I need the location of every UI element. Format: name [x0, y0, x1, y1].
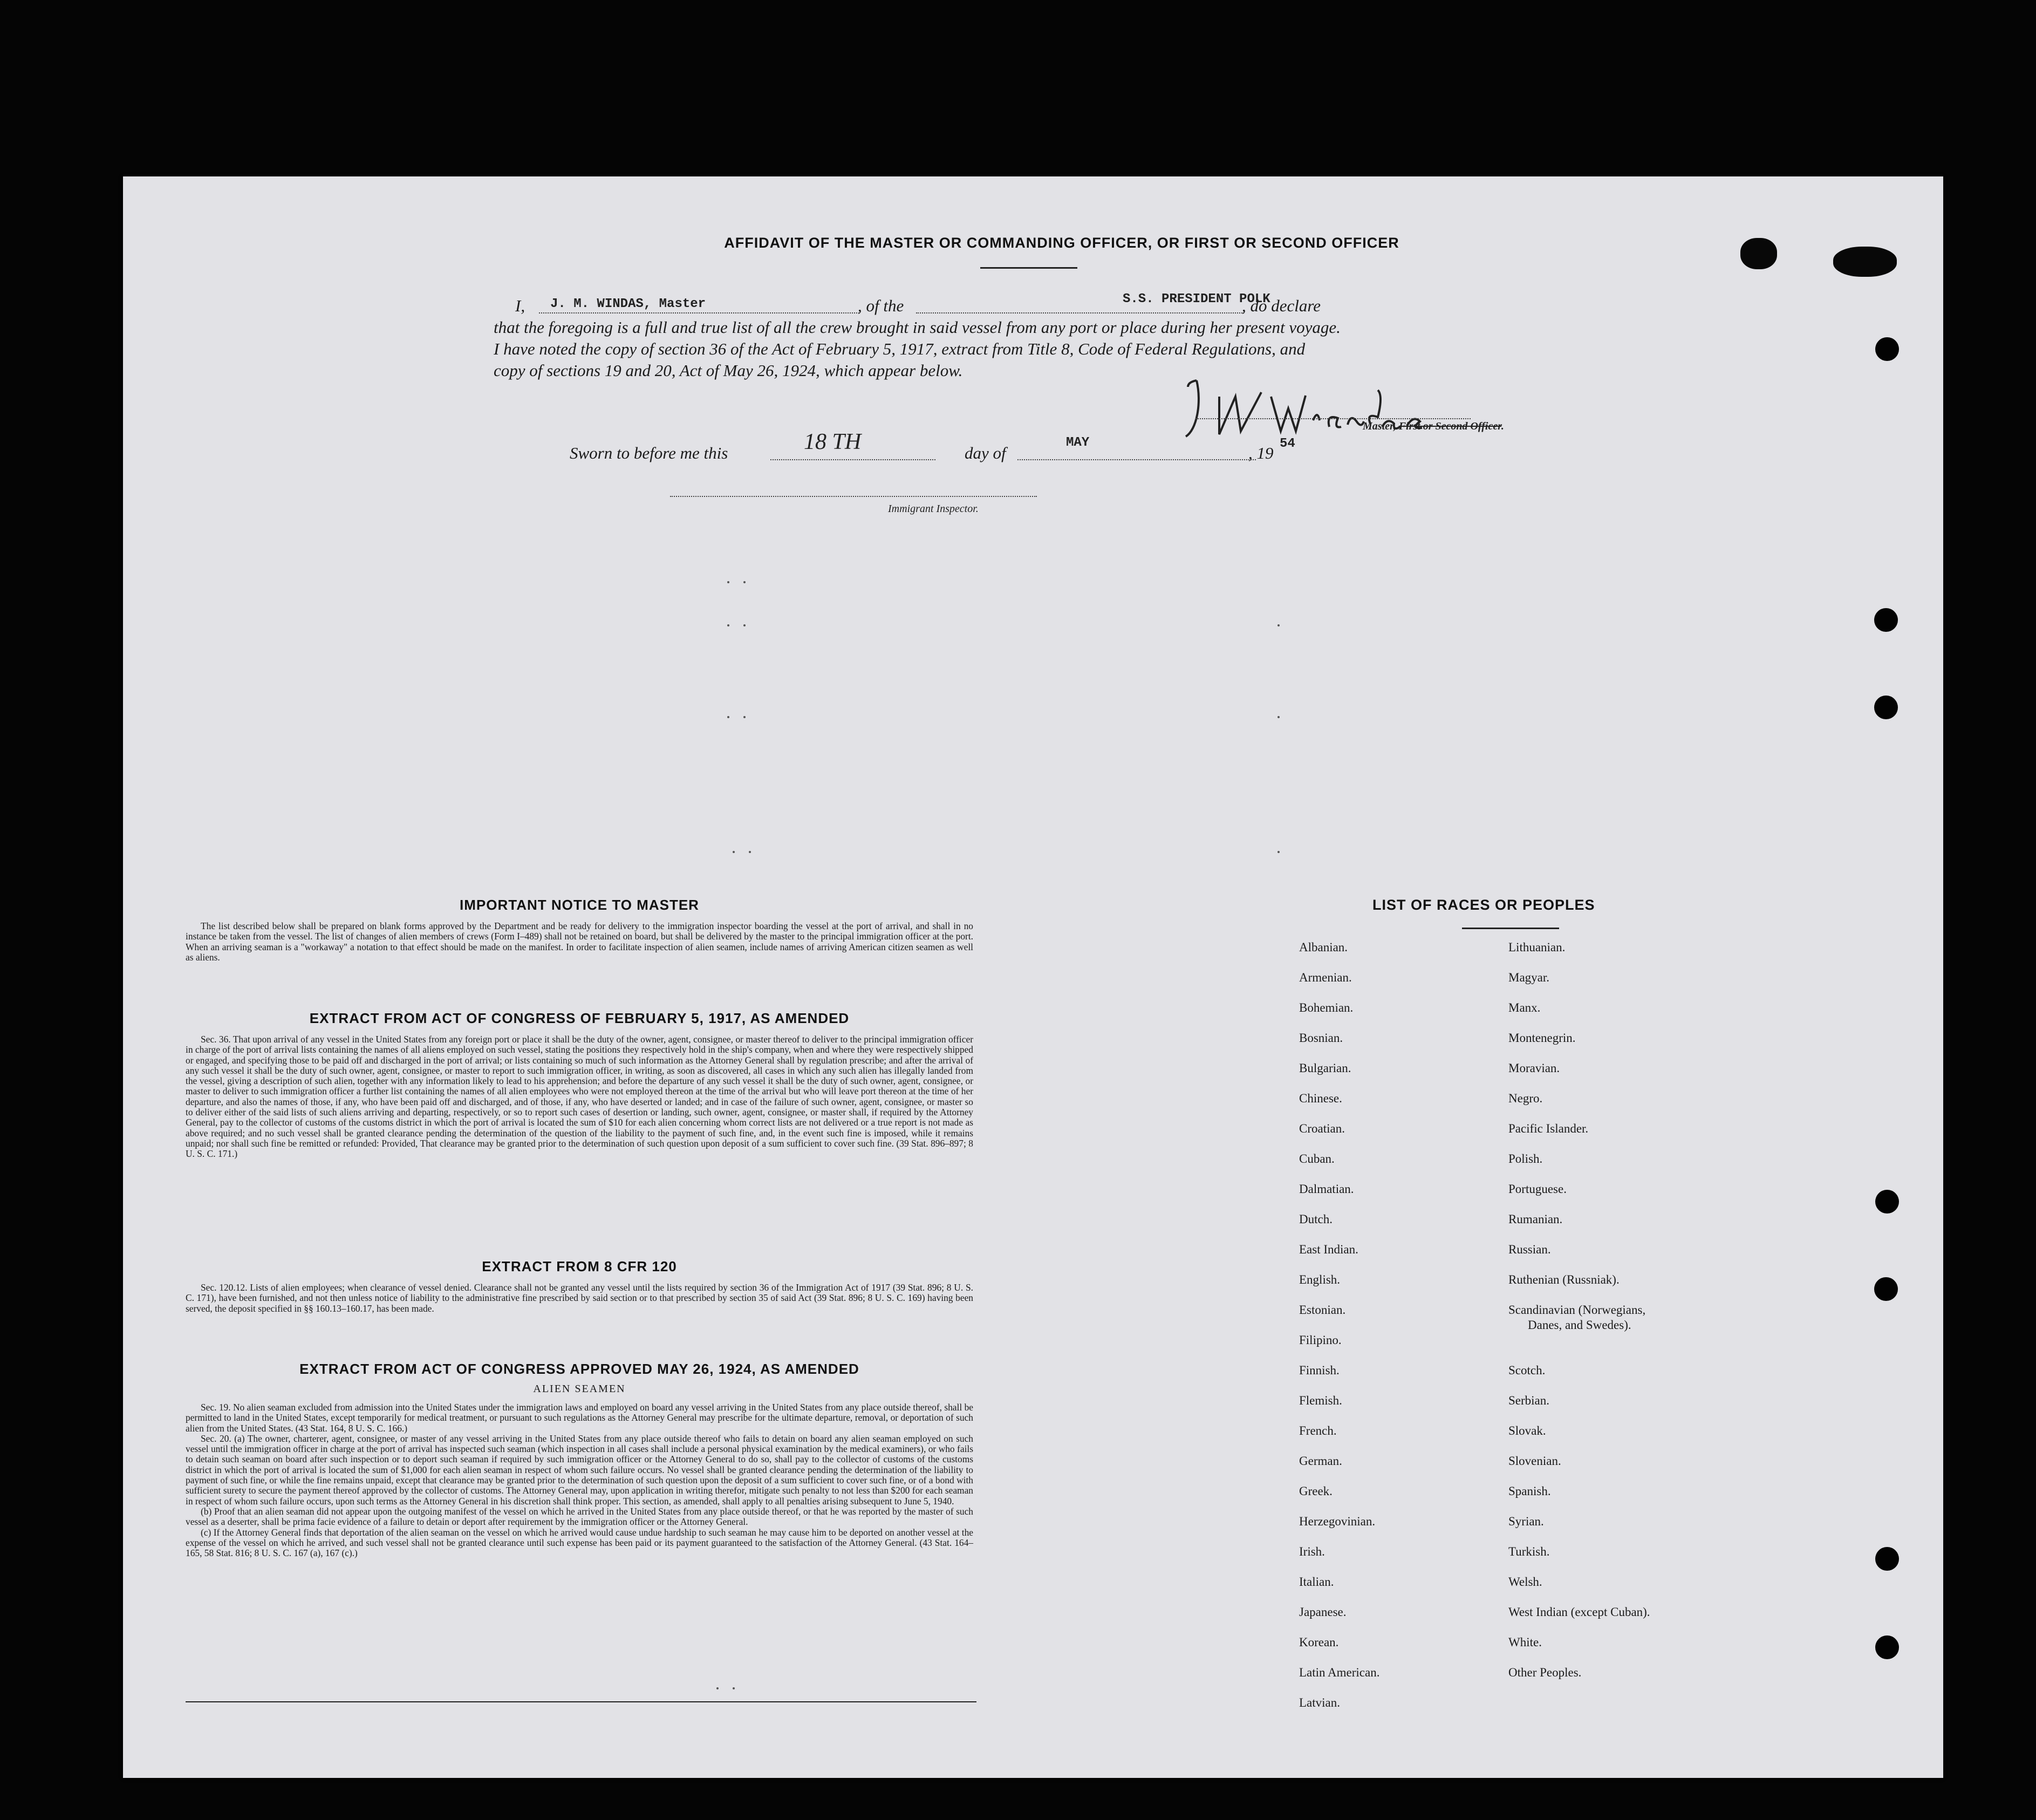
race-item: Dalmatian.: [1299, 1182, 1354, 1196]
race-item: Rumanian.: [1508, 1212, 1563, 1226]
race-item: Herzegovinian.: [1299, 1515, 1376, 1528]
race-item: Slovenian.: [1508, 1454, 1561, 1468]
punch-hole: [1875, 1190, 1899, 1214]
paper-speck: [743, 716, 746, 718]
sworn-day-field: 18 TH: [804, 430, 862, 454]
race-item: Croatian.: [1299, 1122, 1345, 1135]
of-the-text: , of the: [858, 296, 904, 315]
master-name-field: J. M. WINDAS, Master: [550, 297, 706, 311]
race-item: French.: [1299, 1424, 1337, 1437]
signer-caption-end: .: [1501, 420, 1504, 432]
master-name-line: [539, 312, 859, 313]
notice-text: The list described below shall be prepared on blank forms approved by the Department and be ready for delivery to the immigration inspector boarding the vessel at the port of arrival, and shall in no instance be taken from the vessel. The list of changes of alien members of crews (Form I–489) shall not be retained on board, but shall be delivered by the master to the principal immigration officer at the port. When an arriving seaman is a "workaway" a notation to that effect should be made on the manifest. In order to facilitate inspection of alien seamen, include names of arriving American citizen seamen as well as aliens.: [186, 921, 973, 963]
race-item: Moravian.: [1508, 1061, 1560, 1075]
sworn-day-line: [770, 459, 935, 460]
extract-1924-sec20a: Sec. 20. (a) The owner, charterer, agent, consignee, or master of any vessel arriving in the United States from any place outside thereof who fails to detain on board any alien seaman employed on such vessel until the immigration officer in charge at the port of arrival has inspected such seaman (which inspection in all cases shall include a personal physical examination by the medical examiners), or who fails to detain such seaman on board after such inspection or to deport such seaman if required by such immigration officer or the Attorney General to do so, shall pay to the collector of customs of the customs district in which the port of arrival is located the sum of $1,000 for each alien seaman in respect of whom such failure occurs. No vessel shall be granted clearance pending the determination of the liability to payment of such fine, or while the fine remains unpaid, except that clearance may be granted prior to the determination of such question upon the deposit of a sum sufficient to cover such fine, or of a bond with sufficient surety to secure the payment thereof approved by the collector of customs. The Attorney General may, upon application in writing therefor, mitigate such penalty to not less than $200 for each seaman in respect of whom such failure occurs, upon such terms as the Attorney General in his discretion shall think proper. This section, as amended, shall apply to all penalties arising subsequent to June 5, 1940.: [186, 1433, 973, 1507]
paper-speck: [733, 851, 735, 853]
inspector-caption: Immigrant Inspector.: [888, 503, 979, 515]
do-declare-text: , do declare: [1242, 296, 1321, 315]
title-divider: [980, 267, 1077, 269]
master-signature: [1180, 371, 1439, 454]
race-item: Spanish.: [1508, 1484, 1551, 1498]
race-item: Russian.: [1508, 1243, 1551, 1256]
race-item: English.: [1299, 1273, 1341, 1286]
extract-1924-subheading: ALIEN SEAMEN: [533, 1383, 626, 1395]
paper-speck: [749, 851, 751, 853]
declaration-line-4: copy of sections 19 and 20, Act of May 26, 1924, which appear below.: [494, 361, 963, 380]
punch-hole: [1875, 1635, 1899, 1659]
notice-heading: IMPORTANT NOTICE TO MASTER: [460, 897, 699, 913]
race-item: White.: [1508, 1635, 1542, 1649]
declaration-pronoun: I,: [515, 296, 525, 315]
year-suffix-field: 54: [1280, 437, 1295, 451]
declaration-line-3: I have noted the copy of section 36 of the Act of February 5, 1917, extract from Title 8, Code of Federal Regulations, and: [494, 339, 1306, 358]
race-item: Greek.: [1299, 1484, 1333, 1498]
signature-line: [1195, 418, 1471, 419]
vessel-name-field: S.S. PRESIDENT POLK: [1123, 292, 1270, 306]
race-item: Negro.: [1508, 1092, 1543, 1105]
paper-speck: [1277, 716, 1280, 718]
paper-speck: [727, 716, 729, 718]
race-item: Turkish.: [1508, 1545, 1550, 1558]
race-item: Albanian.: [1299, 940, 1348, 954]
race-item: Other Peoples.: [1508, 1666, 1582, 1679]
paper-speck: [716, 1687, 719, 1689]
declaration-line-2: that the foregoing is a full and true list of all the crew brought in said vessel from any port or place during her present voyage.: [494, 318, 1341, 337]
race-item: Syrian.: [1508, 1515, 1544, 1528]
ink-smudge: [1740, 238, 1777, 269]
race-item: Latvian.: [1299, 1696, 1340, 1709]
race-item: Lithuanian.: [1508, 940, 1566, 954]
punch-hole: [1874, 608, 1898, 632]
sworn-prefix: Sworn to before me this: [570, 444, 728, 462]
race-item: Finnish.: [1299, 1364, 1340, 1377]
vessel-name-line: [916, 312, 1244, 313]
punch-hole: [1875, 1547, 1899, 1571]
race-item: Dutch.: [1299, 1212, 1333, 1226]
sworn-month-field: MAY: [1066, 435, 1090, 450]
race-item: Pacific Islander.: [1508, 1122, 1589, 1135]
extract-cfr-heading: EXTRACT FROM 8 CFR 120: [482, 1258, 677, 1274]
race-item: Bosnian.: [1299, 1031, 1343, 1045]
race-item: West Indian (except Cuban).: [1508, 1605, 1650, 1619]
paper-speck: [743, 624, 746, 626]
punch-hole: [1874, 1277, 1898, 1301]
extract-1924-sec19: Sec. 19. No alien seaman excluded from admission into the United States under the immigration laws and employed on board any vessel arriving in the United States from any place outside thereof, shall be permitted to land in the United States, except temporarily for medical treatment, or pursuant to such regulations as the Attorney General may prescribe for the ultimate departure, removal, or deportation of such alien from the United States. (43 Stat. 164, 8 U. S. C. 166.): [186, 1402, 973, 1434]
race-item: Bulgarian.: [1299, 1061, 1351, 1075]
paper-speck: [743, 581, 746, 583]
races-heading: LIST OF RACES OR PEOPLES: [1372, 897, 1595, 913]
paper-speck: [1277, 851, 1280, 853]
race-item: Flemish.: [1299, 1394, 1342, 1407]
race-item: Welsh.: [1508, 1575, 1542, 1589]
paper-speck: [1277, 624, 1280, 626]
race-item: Korean.: [1299, 1635, 1339, 1649]
race-item: Polish.: [1508, 1152, 1543, 1165]
race-item: Ruthenian (Russniak).: [1508, 1273, 1620, 1286]
race-item: East Indian.: [1299, 1243, 1358, 1256]
signer-caption-master: Master,: [1363, 420, 1396, 432]
race-item: Manx.: [1508, 1001, 1541, 1014]
extract-1924-heading: EXTRACT FROM ACT OF CONGRESS APPROVED MAY 26, 1924, AS AMENDED: [299, 1361, 859, 1377]
race-item: Filipino.: [1299, 1333, 1342, 1347]
race-item: Cuban.: [1299, 1152, 1335, 1165]
race-item: Latin American.: [1299, 1666, 1380, 1679]
signer-caption: [1363, 420, 1504, 433]
paper-speck: [727, 624, 729, 626]
race-item: Estonian.: [1299, 1303, 1346, 1317]
race-item: Italian.: [1299, 1575, 1334, 1589]
punch-hole: [1874, 696, 1898, 719]
race-item: Armenian.: [1299, 971, 1352, 984]
paper-speck: [733, 1687, 735, 1689]
extract-1924-body: [186, 1402, 973, 1558]
day-of-text: day of: [965, 444, 1006, 462]
sworn-month-line: [1017, 459, 1256, 460]
race-item: Portuguese.: [1508, 1182, 1567, 1196]
race-item: Slovak.: [1508, 1424, 1546, 1437]
race-item: Irish.: [1299, 1545, 1325, 1558]
race-item: Bohemian.: [1299, 1001, 1354, 1014]
signer-caption-struck: First or Second Officer: [1398, 420, 1501, 432]
inspector-signature-line: [670, 496, 1037, 497]
race-item: Montenegrin.: [1508, 1031, 1576, 1045]
race-item: Magyar.: [1508, 971, 1550, 984]
race-item: Scandinavian (Norwegians,: [1508, 1303, 1646, 1317]
affidavit-title: AFFIDAVIT OF THE MASTER OR COMMANDING OFFICER, OR FIRST OR SECOND OFFICER: [724, 235, 1399, 251]
race-item: Danes, and Swedes).: [1528, 1318, 1631, 1332]
ink-smudge: [1833, 247, 1897, 277]
signature-graphic: [1180, 371, 1439, 452]
year-prefix: , 19: [1248, 444, 1274, 462]
bottom-rule: [186, 1701, 976, 1702]
extract-1924-sec20b: (b) Proof that an alien seaman did not appear upon the outgoing manifest of the vessel on which he arrived in the United States from any place outside thereof, or that he was reported by the master of such vessel as a deserter, shall be prima facie evidence of a failure to detain or deport after requirement by the immigration officer or the Attorney General.: [186, 1505, 973, 1528]
extract-1917-heading: EXTRACT FROM ACT OF CONGRESS OF FEBRUARY 5, 1917, AS AMENDED: [309, 1010, 850, 1026]
extract-1924-sec20c: (c) If the Attorney General finds that deportation of the alien seaman on the vessel on which he arrived would cause undue hardship to such seaman he may cause him to be deported on another vessel at the expense of the vessel on which he arrived, and such vessel shall not be granted clearance until such expense has been paid or its payment guaranteed to the satisfaction of the Attorney General. (43 Stat. 164–165, 58 Stat. 816; 8 U. S. C. 167 (a), 167 (c).): [186, 1526, 973, 1559]
race-item: German.: [1299, 1454, 1342, 1468]
document-page: [123, 176, 1943, 1778]
races-divider: [1462, 928, 1559, 929]
race-item: Japanese.: [1299, 1605, 1347, 1619]
extract-1917-text: Sec. 36. That upon arrival of any vessel in the United States from any foreign port or place it shall be the duty of the owner, agent, consignee, or master thereof to deliver to the principal immigration officer in charge of the port of arrival lists containing the names of all aliens employed on such vessel, stating the positions they respectively hold in the ship's company, when and where they were respectively shipped or engaged, and specifying those to be paid off and discharged in the port of arrival; or lists containing so much of such information as the Attorney General shall by regulation prescribe; and after the arrival of any such vessel it shall be the duty of such owner, agent, consignee, or master to report to such immigration officer, in writing, as soon as discovered, all cases in which any such alien has illegally landed from the vessel, giving a description of such alien, together with any information likely to lead to his apprehension; and before the departure of any such vessel it shall be the duty of such owner, agent, consignee, or master to deliver to such immigration officer a further list containing the names of all alien employees who were not employed thereon at the time of the arrival but who will leave port thereon at the time of her departure, and also the names of those, if any, who have been paid off and discharged, and of those, if any, who have deserted or landed; and in case of the failure of such owner, agent, consignee, or master so to deliver either of the said lists of such aliens arriving and departing, respectively, or so to report such cases of desertion or landing, such owner, agent, consignee, or master shall, if required by the Attorney General, pay to the collector of customs of the customs district in which the port of arrival is located the sum of $10 for each alien concerning whom correct lists are not delivered or a true report is not made as above required; and no such vessel shall be granted clearance pending the determination of the question of the liability to the payment of such fine, and, in the event such fine is imposed, while it remains unpaid; nor shall such fine be remitted or refunded: Provided, That clearance may be granted prior to the determination of such question upon deposit of a sum sufficient to cover such fine. (39 Stat. 896–897; 8 U. S. C. 171.): [186, 1034, 973, 1160]
extract-cfr-text: Sec. 120.12. Lists of alien employees; when clearance of vessel denied. Clearance shall not be granted any vessel until the lists required by section 36 of the Immigration Act of 1917 (39 Stat. 896; 8 U. S. C. 171), have been furnished, and not then unless notice of liability to the administrative fine prescribed by said section or to that prescribed by section 35 of said Act (39 Stat. 896; 8 U. S. C. 169) having been served, the deposit specified in §§ 160.13–160.17, has been made.: [186, 1282, 973, 1314]
race-item: Scotch.: [1508, 1364, 1546, 1377]
race-item: Serbian.: [1508, 1394, 1550, 1407]
punch-hole: [1875, 337, 1899, 361]
paper-speck: [727, 581, 729, 583]
race-item: Chinese.: [1299, 1092, 1342, 1105]
